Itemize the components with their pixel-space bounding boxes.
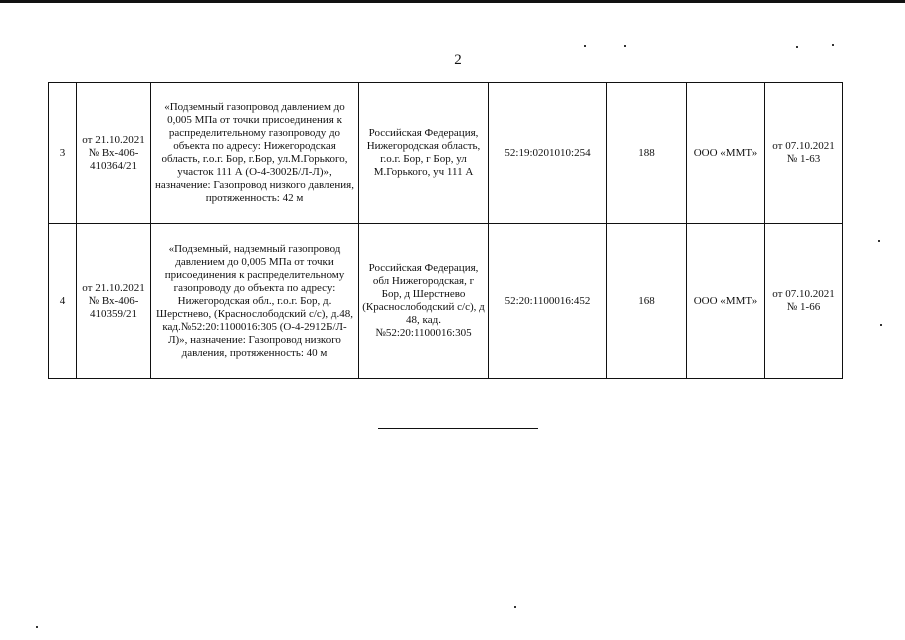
decision-ref: от 07.10.2021 № 1-63 bbox=[765, 83, 843, 224]
area-value: 168 bbox=[607, 224, 687, 379]
page-number: 2 bbox=[454, 52, 462, 68]
scan-speck bbox=[584, 45, 586, 47]
scan-speck bbox=[624, 45, 626, 47]
top-border-line bbox=[0, 0, 905, 3]
row-number: 3 bbox=[49, 83, 77, 224]
area-value: 188 bbox=[607, 83, 687, 224]
scan-speck bbox=[880, 324, 882, 326]
owner-name: ООО «ММТ» bbox=[687, 224, 765, 379]
cadastral-number: 52:20:1100016:452 bbox=[489, 224, 607, 379]
scan-speck bbox=[36, 626, 38, 628]
table-row bbox=[49, 83, 843, 224]
row-number: 4 bbox=[49, 224, 77, 379]
object-description: «Подземный газопровод давлением до 0,005 МПа от точки присоединения к распределительному газопроводу до объекта по адресу: Нижегородская область, г.о.г. Бор, г.Бор, ул.М.Горького, участок 111 А (О-4-3002Б/Л-Л)», назначение: Газопровод низкого давления, протяженность: 42 м bbox=[151, 83, 359, 224]
separator-line bbox=[378, 428, 538, 429]
registry-table bbox=[48, 82, 843, 379]
scan-speck bbox=[832, 44, 834, 46]
object-address: Российская Федерация, обл Нижегородская, г Бор, д Шерстнево (Краснослободский с/с), д 48, кад.№52:20:1100016:305 bbox=[359, 224, 489, 379]
scan-speck bbox=[796, 46, 798, 48]
owner-name: ООО «ММТ» bbox=[687, 83, 765, 224]
table-row bbox=[49, 224, 843, 379]
cadastral-number: 52:19:0201010:254 bbox=[489, 83, 607, 224]
decision-ref: от 07.10.2021 № 1-66 bbox=[765, 224, 843, 379]
request-ref: от 21.10.2021 № Вх-406-410364/21 bbox=[77, 83, 151, 224]
scan-speck bbox=[514, 606, 516, 608]
object-address: Российская Федерация, Нижегородская область, г.о.г. Бор, г Бор, ул М.Горького, уч 111 А bbox=[359, 83, 489, 224]
scan-speck bbox=[878, 240, 880, 242]
object-description: «Подземный, надземный газопровод давлением до 0,005 МПа от точки присоединения к распределительному газопроводу до объекта по адресу: Нижегородская обл., г.о.г. Бор, д. Шерстнево, (Краснослободский с/с), д.48, кад.№52:20:1100016:305 (О-4-2912Б/Л-Л)», назначение: Газопровод низкого давления, протяженность: 40 м bbox=[151, 224, 359, 379]
request-ref: от 21.10.2021 № Вх-406-410359/21 bbox=[77, 224, 151, 379]
